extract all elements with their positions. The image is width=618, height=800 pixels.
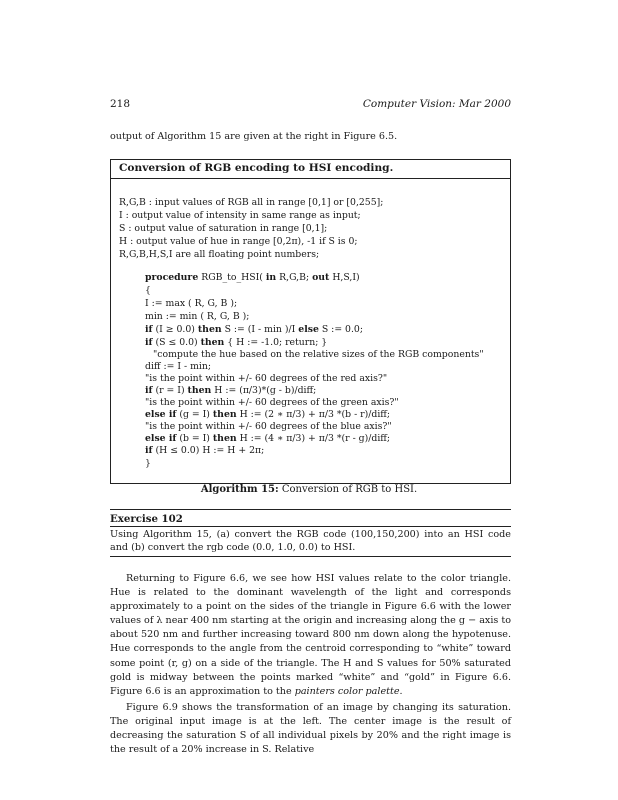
params: H,S,I) bbox=[332, 272, 360, 283]
paragraph-text: Returning to Figure 6.6, we see how HSI values relate to the color triangle. Hue is related to the dominant wavelength of the light and corresponds approximately to a point on the sides of the triangle in Figure 6.6 with the lower values of λ near 400 nm starting at the origin and increasing along the g − axis to about 520 nm and further increasing toward 800 nm down along the hypotenuse. Hue corresponds to the angle from the centroid corresponding to “white” toward some point (r, g) on a side of the triangle. The H and S values for 50% saturated gold is midway between the points marked “white” and “gold” in Figure 6.6. Figure 6.6 is an approximation to the bbox=[110, 573, 511, 697]
condition: (g = I) bbox=[179, 409, 210, 420]
statement: S := (I - min )/I bbox=[224, 324, 296, 335]
params: R,G,B; bbox=[279, 272, 310, 283]
keyword: else bbox=[298, 324, 319, 335]
code-comment: "compute the hue based on the relative sizes of the RGB components" bbox=[153, 349, 484, 360]
code-line bbox=[145, 385, 316, 396]
exercise-title-rule bbox=[110, 526, 511, 527]
declaration-line: R,G,B : input values of RGB all in range [0,1] or [0,255]; bbox=[119, 197, 384, 208]
caption-label: Algorithm 15: bbox=[200, 484, 279, 495]
code-line: diff := I - min; bbox=[145, 361, 211, 372]
code-line: } bbox=[145, 458, 151, 469]
exercise-title: Exercise 102 bbox=[110, 513, 183, 525]
declaration-line: I : output value of intensity in same range as input; bbox=[119, 210, 361, 221]
keyword: if bbox=[145, 337, 153, 348]
keyword: if bbox=[145, 385, 153, 396]
page-number: 218 bbox=[110, 98, 131, 110]
code-comment: "is the point within +/- 60 degrees of the blue axis?" bbox=[145, 421, 392, 432]
algorithm-title-rule bbox=[111, 178, 510, 179]
statement: H := (2 ∗ π/3) + π/3 *(b - r)/diff; bbox=[239, 409, 391, 420]
algorithm-caption bbox=[0, 484, 618, 495]
emphasis-text: painters color palette bbox=[294, 685, 400, 697]
keyword: then bbox=[212, 433, 237, 444]
keyword: procedure bbox=[145, 272, 199, 283]
exercise-top-rule bbox=[110, 509, 511, 510]
code-line bbox=[145, 445, 264, 456]
keyword: in bbox=[265, 272, 277, 283]
statement: H := (4 ∗ π/3) + π/3 *(r - g)/diff; bbox=[239, 433, 391, 444]
code-comment: "is the point within +/- 60 degrees of the red axis?" bbox=[145, 373, 388, 384]
declaration-line: S : output value of saturation in range [0,1]; bbox=[119, 223, 328, 234]
code-line: I := max ( R, G, B ); bbox=[145, 298, 238, 309]
code-line: min := min ( R, G, B ); bbox=[145, 311, 250, 322]
keyword: else if bbox=[145, 409, 177, 420]
keyword: then bbox=[197, 324, 222, 335]
code-line bbox=[145, 337, 327, 348]
statement: H := H + 2π; bbox=[202, 445, 265, 456]
code-line bbox=[145, 409, 390, 420]
paragraph-text: . bbox=[399, 685, 403, 697]
code-comment: "is the point within +/- 60 degrees of the green axis?" bbox=[145, 397, 399, 408]
caption-text: Conversion of RGB to HSI. bbox=[281, 484, 418, 495]
condition: (H ≤ 0.0) bbox=[155, 445, 200, 456]
code-line bbox=[145, 324, 363, 335]
condition: (S ≤ 0.0) bbox=[155, 337, 198, 348]
exercise-bottom-rule bbox=[110, 556, 511, 557]
algorithm-title: Conversion of RGB encoding to HSI encoding. bbox=[119, 162, 394, 174]
lead-text: output of Algorithm 15 are given at the right in Figure 6.5. bbox=[110, 131, 398, 142]
condition: (r = I) bbox=[155, 385, 185, 396]
keyword: then bbox=[212, 409, 237, 420]
declaration-line: R,G,B,H,S,I are all floating point numbers; bbox=[119, 249, 320, 260]
exercise-body: Using Algorithm 15, (a) convert the RGB code (100,150,200) into an HSI code and (b) convert the rgb code (0.0, 1.0, 0.0) to HSI. bbox=[110, 529, 511, 553]
keyword: if bbox=[145, 445, 153, 456]
algorithm-box bbox=[110, 159, 511, 484]
statement: { H := -1.0; return; } bbox=[227, 337, 328, 348]
procedure-signature bbox=[145, 272, 360, 283]
keyword: then bbox=[187, 385, 212, 396]
keyword: else if bbox=[145, 433, 177, 444]
code-line: { bbox=[145, 285, 151, 296]
body-paragraph bbox=[110, 572, 511, 699]
code-line bbox=[145, 433, 390, 444]
condition: (I ≥ 0.0) bbox=[155, 324, 195, 335]
body-paragraph: Figure 6.9 shows the transformation of an image by changing its saturation. The original input image is at the left. The center image is the result of decreasing the saturation S of all individual pixels by 20% and the right image is the result of a 20% increase in S. Relative bbox=[110, 702, 511, 756]
condition: (b = I) bbox=[179, 433, 210, 444]
procedure-name: RGB_to_HSI( bbox=[201, 272, 263, 283]
statement: H := (π/3)*(g - b)/diff; bbox=[214, 385, 317, 396]
keyword: if bbox=[145, 324, 153, 335]
keyword: then bbox=[200, 337, 225, 348]
keyword: out bbox=[312, 272, 330, 283]
declaration-line: H : output value of hue in range [0,2π), -1 if S is 0; bbox=[119, 236, 358, 247]
running-head: Computer Vision: Mar 2000 bbox=[362, 98, 511, 110]
statement: S := 0.0; bbox=[321, 324, 363, 335]
